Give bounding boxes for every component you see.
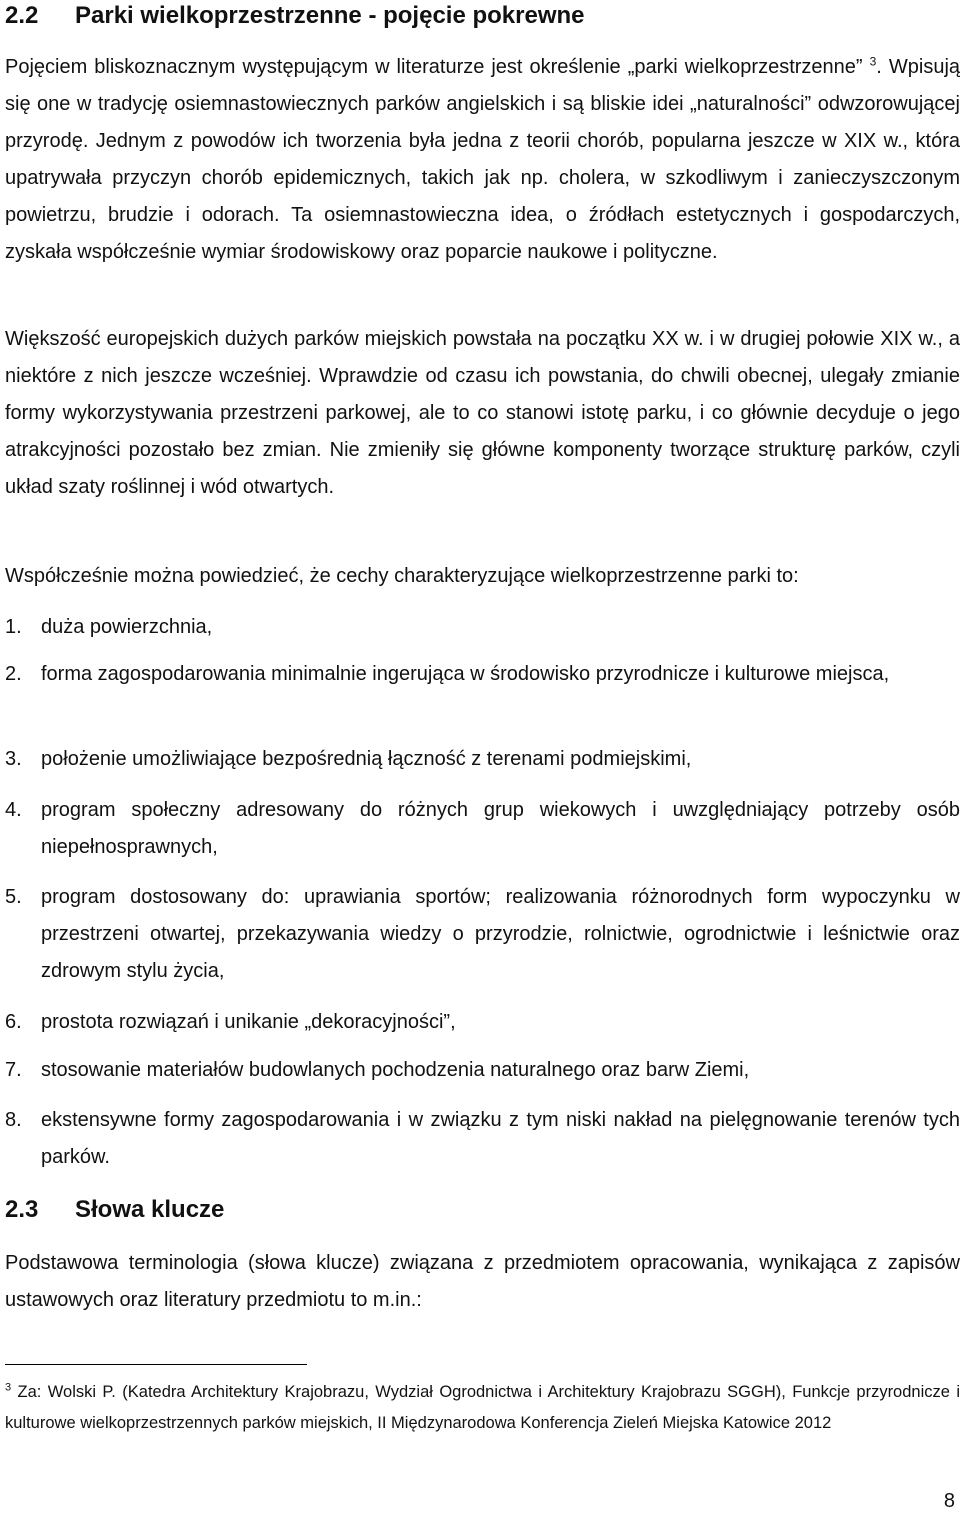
footnote-separator — [5, 1364, 307, 1365]
footnote-text: Za: Wolski P. (Katedra Architektury Krajobrazu, Wydział Ogrodnictwa i Architektury Krajobrazu SGGH), Funkcje przyrodnicze i kulturowe wielkoprzestrzennych parków miejskich, II Międzynarodowa Konferencja Zieleń Miejska Katowice 2012 — [5, 1383, 960, 1432]
list-item: 4. program społeczny adresowany do różnych grup wiekowych i uwzględniający potrzeby osób niepełnosprawnych, — [5, 799, 960, 858]
list-item: 5. program dostosowany do: uprawiania sportów; realizowania różnorodnych form wypoczynku w przestrzeni otwartej, przekazywania wiedzy o przyrodzie, rolnictwie, ogrodnictwie i leśnictwie oraz zdrowym stylu życia, — [5, 886, 960, 982]
footnote — [5, 1377, 960, 1439]
list-item: 3. położenie umożliwiające bezpośrednią łączność z terenami podmiejskimi, — [5, 748, 692, 770]
section-number: 2.3 — [5, 1196, 39, 1223]
section-title: Parki wielkoprzestrzenne - pojęcie pokrewne — [75, 2, 585, 29]
footnote-reference[interactable]: 3 — [869, 54, 877, 69]
section-title: Słowa klucze — [75, 1196, 225, 1223]
section-number: 2.2 — [5, 2, 39, 29]
list-item: 1. duża powierzchnia, — [5, 616, 213, 638]
paragraph-history: Większość europejskich dużych parków miejskich powstała na początku XX w. i w drugiej połowie XIX w., a niektóre z nich jeszcze wcześniej. Wprawdzie od czasu ich powstania, do chwili obecnej, ulegały zmianie formy wykorzystywania przestrzeni parkowej, ale to co stanowi istotę parku, i co głównie decyduje o jego atrakcyjności pozostało bez zmian. Nie zmieniły się główne komponenty tworzące strukturę parków, czyli układ szaty roślinnej i wód otwartych. — [5, 328, 960, 498]
list-item: 2. forma zagospodarowania minimalnie ingerująca w środowisko przyrodnicze i kulturowe miejsca, — [5, 663, 890, 685]
footnote-mark: 3 — [5, 1381, 12, 1394]
list-item: 8. ekstensywne formy zagospodarowania i w związku z tym niski nakład na pielęgnowanie terenów tych parków. — [5, 1109, 960, 1168]
list-item: 6. prostota rozwiązań i unikanie „dekoracyjności”, — [5, 1011, 456, 1033]
list-item: 7. stosowanie materiałów budowlanych pochodzenia naturalnego oraz barw Ziemi, — [5, 1059, 750, 1081]
section-heading-2-3 — [5, 1194, 224, 1226]
page-number: 8 — [943, 1490, 955, 1512]
paragraph-intro: Pojęciem bliskoznacznym występującym w literaturze jest określenie „parki wielkoprzestrzenne” $^3$. Wpisują się one w tradycję osiemnastowiecznych parków angielskich i są bliskie idei „naturalności” odwzorowującej przyrodę. Jednym z powodów ich tworzenia była jedna z teorii chorób, popularna jeszcze w XIX w., która upatrywała przyczyn chorób epidemicznych, takich jak np. cholera, w szkodliwym i zanieczyszczonym powietrzu, brudzie i odorach. Ta osiemnastowieczna idea, o źródłach estetycznych i gospodarczych, zyskała współcześnie wymiar środowiskowy oraz poparcie naukowe i polityczne. — [5, 54, 960, 263]
section-heading-2-2 — [5, 0, 585, 32]
paragraph-list-intro: Współcześnie można powiedzieć, że cechy charakteryzujące wielkoprzestrzenne parki to: — [5, 565, 799, 587]
paragraph-keywords: Podstawowa terminologia (słowa klucze) związana z przedmiotem opracowania, wynikająca z zapisów ustawowych oraz literatury przedmiotu to m.in.: — [5, 1252, 960, 1311]
